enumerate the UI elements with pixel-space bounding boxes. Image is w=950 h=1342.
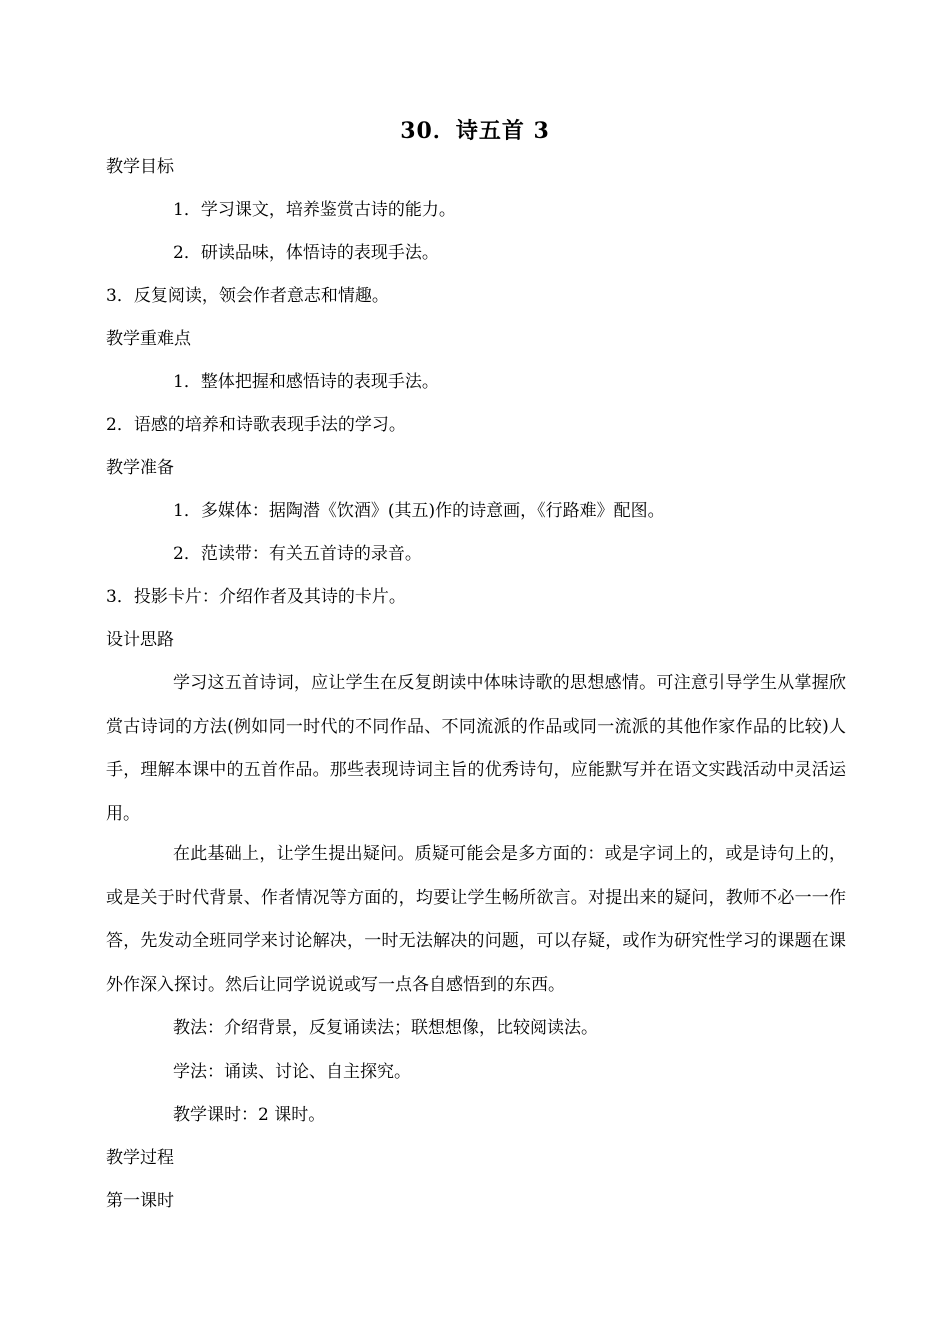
learning-method: 学法：诵读、讨论、自主探究。	[173, 1062, 411, 1082]
key-points-item-2: 2．语感的培养和诗歌表现手法的学习。	[106, 415, 406, 435]
key-points-item-1: 1．整体把握和感悟诗的表现手法。	[173, 372, 439, 392]
preparation-heading: 教学准备	[106, 458, 174, 478]
goals-heading: 教学目标	[106, 157, 174, 177]
preparation-item-1: 1．多媒体：据陶潜《饮酒》(其五)作的诗意画，《行路难》配图。	[173, 501, 665, 521]
teaching-method: 教法：介绍背景，反复诵读法；联想想像，比较阅读法。	[173, 1018, 598, 1038]
process-heading: 教学过程	[106, 1148, 174, 1168]
goals-item-1: 1．学习课文，培养鉴赏古诗的能力。	[173, 200, 456, 220]
preparation-item-2: 2．范读带：有关五首诗的录音。	[173, 544, 422, 564]
design-paragraph-2: 在此基础上，让学生提出疑问。质疑可能会是多方面的：或是字词上的，或是诗句上的，或是关于时代背景、作者情况等方面的，均要让学生畅所欲言。对提出来的疑问，教师不必一一作答，先发动全班同学来讨论解决，一时无法解决的问题，可以存疑，或作为研究性学习的课题在课外作深入探讨。然后让同学说说或写一点各自感悟到的东西。	[106, 844, 846, 995]
key-points-heading: 教学重难点	[106, 329, 191, 349]
goals-item-3: 3．反复阅读，领会作者意志和情趣。	[106, 286, 389, 306]
preparation-item-3: 3．投影卡片：介绍作者及其诗的卡片。	[106, 587, 406, 607]
document-title: 30．诗五首 3	[400, 118, 550, 144]
class-hours: 教学课时：2 课时。	[173, 1105, 326, 1125]
goals-item-2: 2．研读品味，体悟诗的表现手法。	[173, 243, 439, 263]
first-lesson-heading: 第一课时	[106, 1191, 174, 1211]
design-paragraph-1: 学习这五首诗词，应让学生在反复朗读中体味诗歌的思想感情。可注意引导学生从掌握欣赏古诗词的方法(例如同一时代的不同作品、不同流派的作品或同一流派的其他作家作品的比较)人手，理解本课中的五首作品。那些表现诗词主旨的优秀诗句，应能默写并在语文实践活动中灵活运用。	[106, 673, 846, 824]
design-heading: 设计思路	[106, 630, 174, 650]
